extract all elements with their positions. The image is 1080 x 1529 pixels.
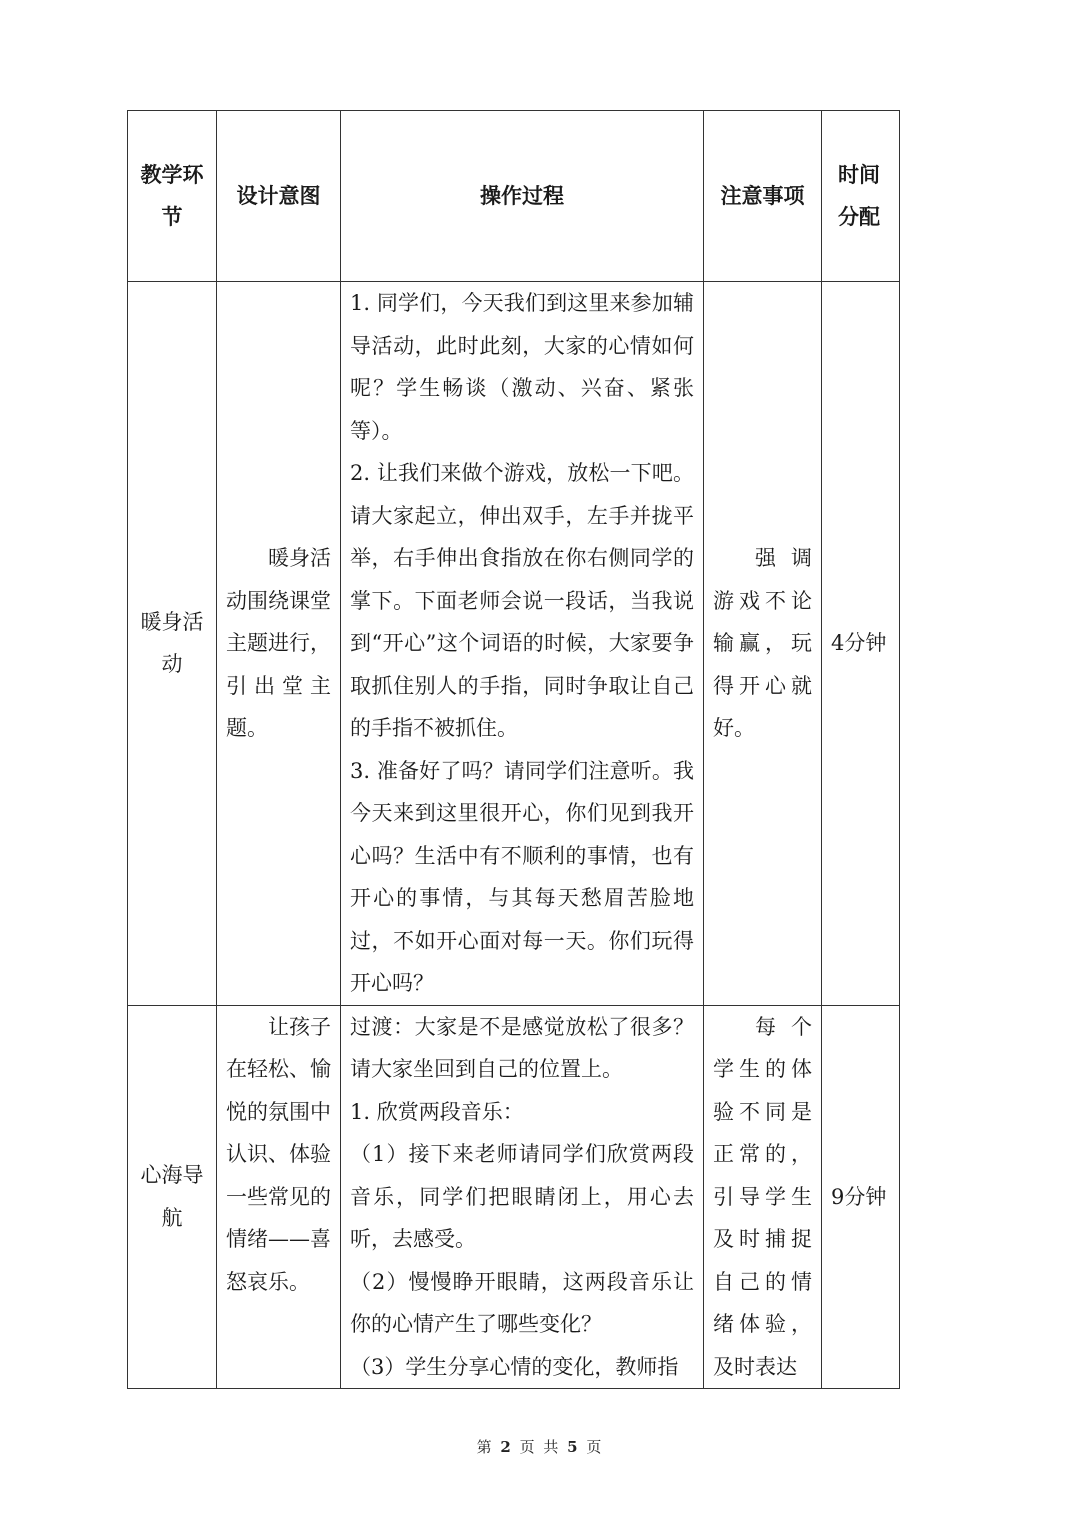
ops-paragraph: 过渡：大家是不是感觉放松了很多？请大家坐回到自己的位置上。 xyxy=(350,1014,694,1081)
time-cell xyxy=(822,1005,900,1389)
ops-paragraph: 3. 准备好了吗？请同学们注意听。我今天来到这里很开心，你们见到我开心吗？生活中有不顺利的事情，也有开心的事情，与其每天愁眉苦脸地过，不如开心面对每一天。你们玩得开心吗？ xyxy=(350,758,694,995)
header-stage xyxy=(128,111,217,282)
ops-cell xyxy=(341,1005,704,1389)
ops-cell xyxy=(341,282,704,1006)
notes-cell xyxy=(704,1005,822,1389)
stage-text: 心海导航 xyxy=(140,1163,204,1230)
intent-text: 暖身活动围绕课堂主题进行，引出堂主题。 xyxy=(226,546,331,740)
table-row xyxy=(128,282,900,1006)
ops-paragraph: 1. 欣赏两段音乐： xyxy=(350,1099,524,1124)
header-ops xyxy=(341,111,704,282)
time-cell xyxy=(822,282,900,1006)
time-text: 9分钟 xyxy=(831,1184,887,1209)
notes-text: 强调游戏不论输赢，玩得开心就好。 xyxy=(713,546,812,740)
footer-page-number: 2 xyxy=(500,1438,513,1456)
notes-cell xyxy=(704,282,822,1006)
stage-cell xyxy=(128,282,217,1006)
stage-cell xyxy=(128,1005,217,1389)
stage-text: 暖身活动 xyxy=(140,609,204,677)
header-time-label: 时间分配 xyxy=(838,162,880,229)
header-stage-label: 教学环节 xyxy=(140,161,204,229)
ops-paragraph: 1. 同学们，今天我们到这里来参加辅导活动，此时此刻，大家的心情如何呢？学生畅谈（激动、兴奋、紧张等）。 xyxy=(350,291,694,443)
time-text: 4分钟 xyxy=(831,631,887,655)
lesson-plan-table xyxy=(127,110,900,1389)
intent-cell xyxy=(217,282,341,1006)
footer-prefix: 第 xyxy=(476,1438,494,1456)
header-intent-label: 设计意图 xyxy=(236,182,321,208)
footer-suffix: 页 xyxy=(586,1438,604,1456)
header-time xyxy=(822,111,900,282)
footer-mid: 页 共 xyxy=(519,1438,561,1456)
footer-total-pages: 5 xyxy=(567,1438,580,1456)
intent-text: 让孩子在轻松、愉悦的氛围中认识、体验一些常见的情绪——喜怒哀乐。 xyxy=(226,1014,331,1294)
header-notes xyxy=(704,111,822,282)
notes-text: 每个学生的体验不同是正常的，引导学生及时捕捉自己的情绪体验，及时表达 xyxy=(713,1014,812,1379)
header-ops-label: 操作过程 xyxy=(480,182,564,208)
header-intent xyxy=(217,111,341,282)
page-footer xyxy=(0,1436,1080,1457)
ops-paragraph: 2. 让我们来做个游戏，放松一下吧。请大家起立，伸出双手，左手并拢平举，右手伸出食指放在你右侧同学的掌下。下面老师会说一段话，当我说到“开心”这个词语的时候，大家要争取抓住别人的手指，同时争取让自己的手指不被抓住。 xyxy=(350,461,694,740)
ops-paragraph: （1）接下来老师请同学们欣赏两段音乐，同学们把眼睛闭上，用心去听，去感受。 xyxy=(350,1142,694,1251)
ops-paragraph: （2）慢慢睁开眼睛，这两段音乐让你的心情产生了哪些变化？ xyxy=(350,1269,694,1336)
header-notes-label: 注意事项 xyxy=(720,182,805,208)
table-header-row xyxy=(128,111,900,282)
intent-cell xyxy=(217,1005,341,1389)
ops-paragraph: （3）学生分享心情的变化，教师指 xyxy=(350,1354,679,1379)
table-row xyxy=(128,1005,900,1389)
